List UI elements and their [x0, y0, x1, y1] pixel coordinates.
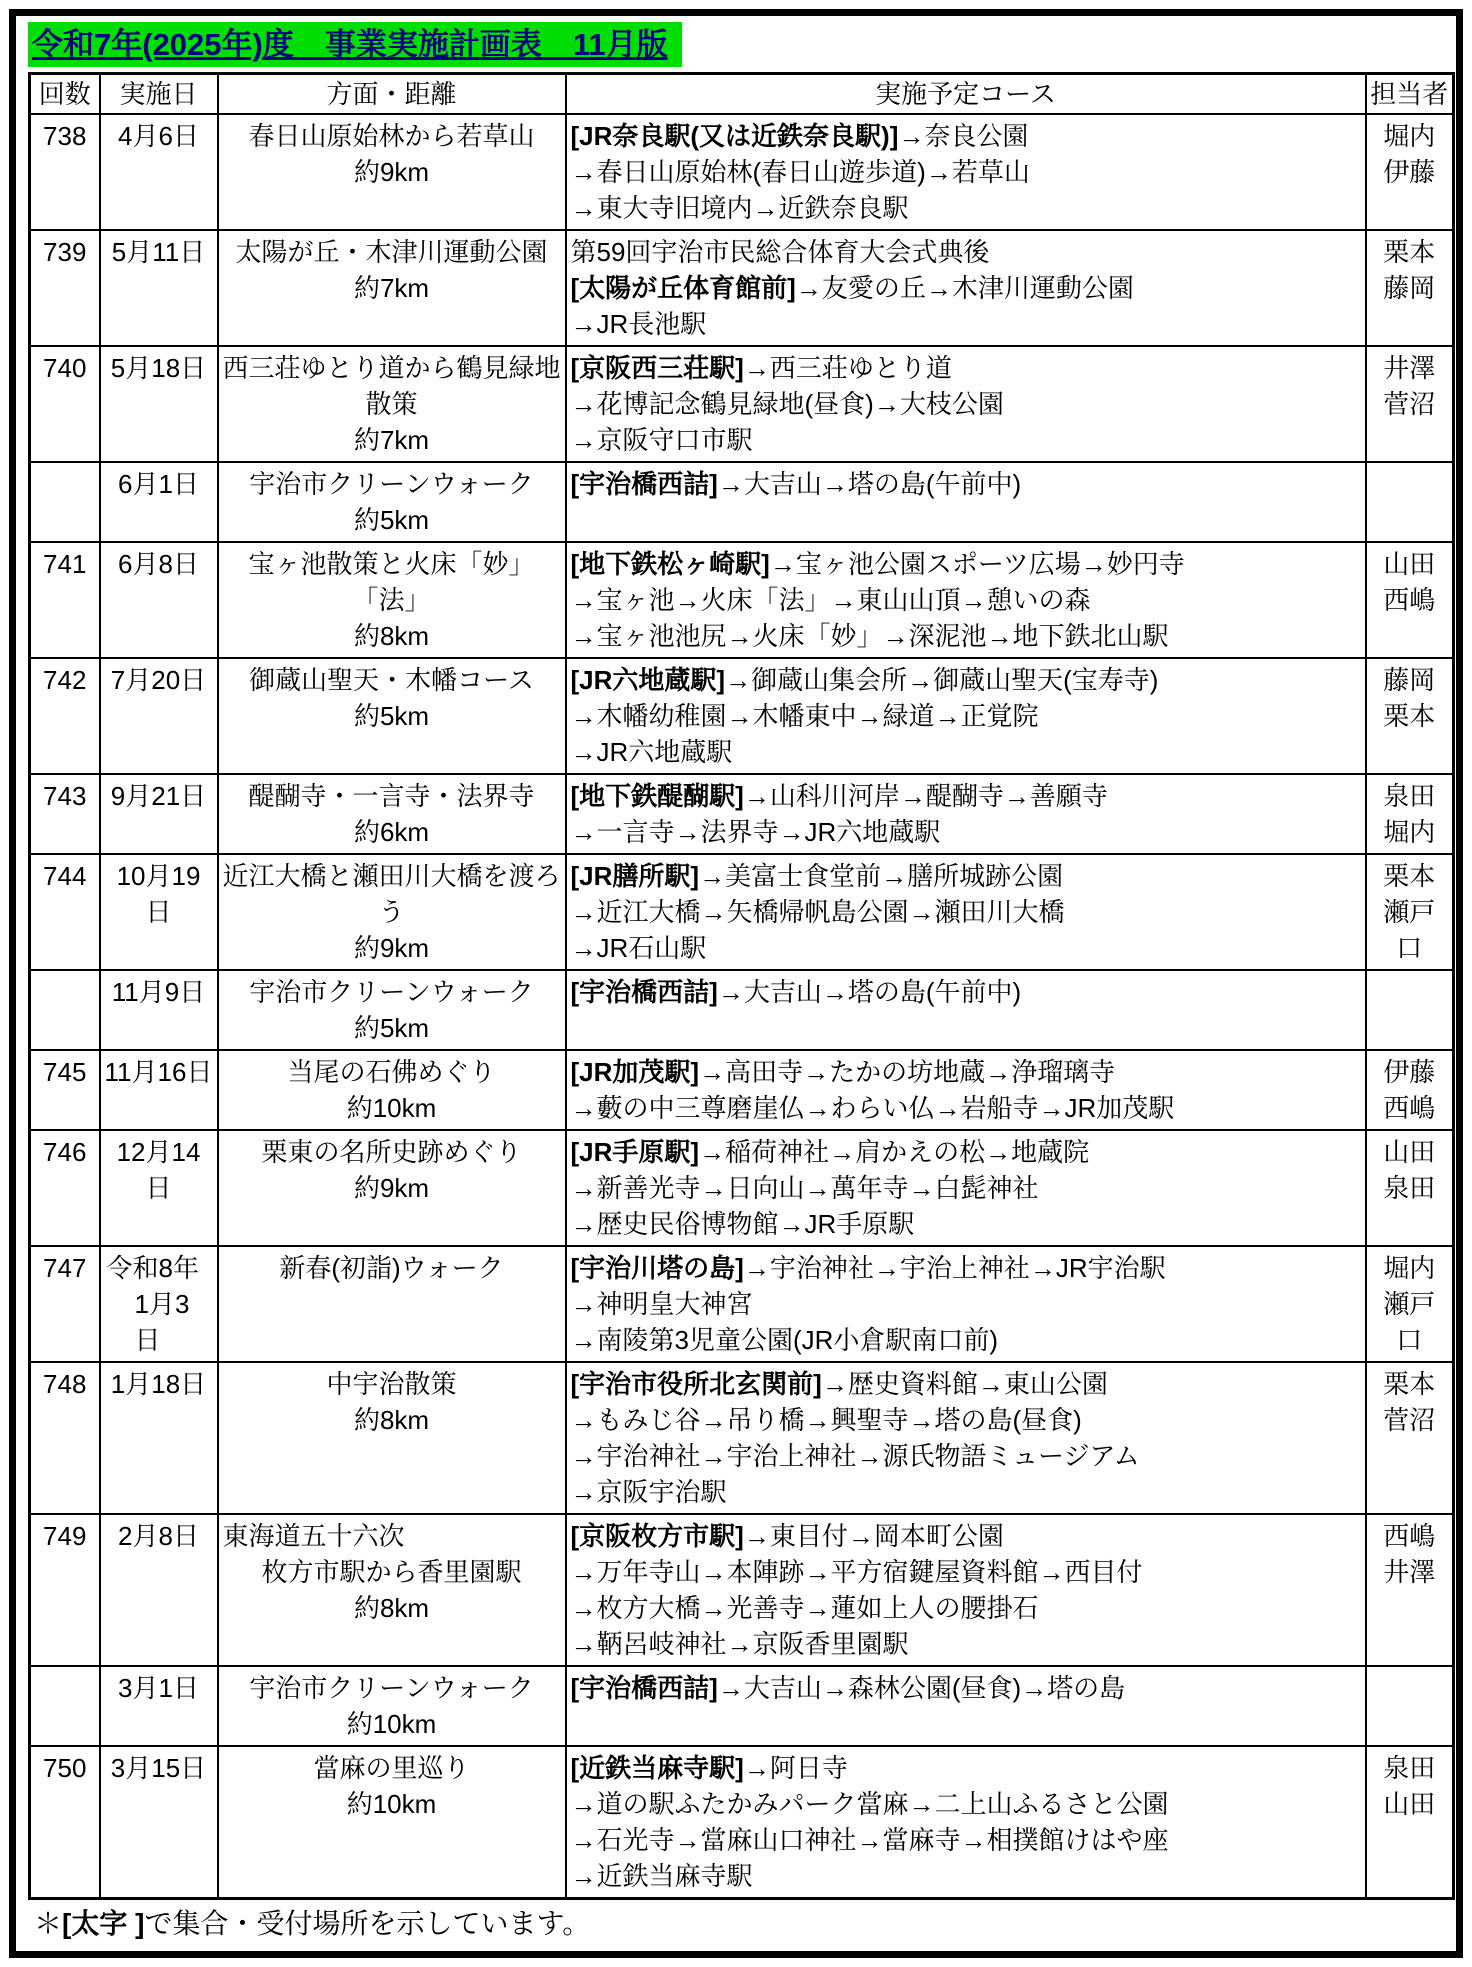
area-cell: [218, 1666, 566, 1746]
area-cell: [218, 346, 566, 462]
course-line: [571, 350, 1361, 386]
course-segment: →道の駅ふたかみパーク當麻→二上山ふるさと公園: [570, 1789, 1169, 1819]
col-header-date: 実施日: [100, 74, 218, 115]
round-cell: 740: [30, 346, 100, 462]
course-cell: [566, 1746, 1366, 1899]
course-segment: →山科川河岸→醍醐寺→善願寺: [743, 781, 1108, 811]
date-cell: [100, 1666, 218, 1746]
area-line: 約10km: [346, 1093, 437, 1123]
staff-name: 瀬戸口: [1383, 1289, 1436, 1355]
staff-cell: [1366, 970, 1454, 1050]
table-row: [30, 114, 1454, 230]
course-cell: [566, 854, 1366, 970]
staff-name: 栗本: [1383, 701, 1436, 731]
area-cell: [218, 542, 566, 658]
course-cell: [566, 658, 1366, 774]
date-cell: [100, 462, 218, 542]
course-cell: [566, 1130, 1366, 1246]
course-cell: [566, 774, 1366, 854]
course-line: [571, 894, 1361, 930]
course-line: [571, 1170, 1361, 1206]
staff-cell: [1366, 462, 1454, 542]
course-line: [571, 1286, 1361, 1322]
meeting-point: [宇治橋西詰]: [570, 1673, 718, 1703]
table-row: [30, 542, 1454, 658]
round-cell: 749: [30, 1514, 100, 1666]
round-cell: [30, 462, 100, 542]
date-line: 3月1日: [118, 1673, 199, 1703]
course-segment: →万年寺山→本陣跡→平方宿鍵屋資料館→西目付: [570, 1557, 1143, 1587]
course-cell: [566, 230, 1366, 346]
area-line: 栗東の名所史跡めぐり: [261, 1137, 522, 1167]
course-segment: →御蔵山集会所→御蔵山聖天(宝寿寺): [725, 665, 1159, 695]
area-cell: [218, 970, 566, 1050]
area-line: 約7km: [353, 273, 430, 303]
date-line: 6月1日: [118, 469, 199, 499]
course-segment: →宝ヶ池公園スポーツ広場→妙円寺: [769, 549, 1185, 579]
staff-cell: [1366, 1130, 1454, 1246]
area-line: 中宇治散策: [326, 1369, 457, 1399]
course-cell: [566, 1362, 1366, 1514]
course-line: [571, 1858, 1361, 1894]
staff-name: 瀬戸口: [1383, 897, 1436, 963]
date-line: 9月21日: [110, 781, 207, 811]
schedule-table-body: [30, 114, 1454, 1899]
area-line: 約8km: [353, 1405, 430, 1435]
round-cell: 738: [30, 114, 100, 230]
round-cell: 745: [30, 1050, 100, 1130]
course-line: [571, 1786, 1361, 1822]
course-line: [571, 1206, 1361, 1242]
page-title: 令和7年(2025年)度 事業実施計画表 11月版: [28, 22, 682, 67]
course-segment: →JR石山駅: [570, 933, 707, 963]
course-segment: →JR六地蔵駅: [570, 737, 733, 767]
course-segment: →稲荷神社→肩かえの松→地蔵院: [699, 1137, 1090, 1167]
staff-cell: [1366, 1362, 1454, 1514]
staff-cell: [1366, 658, 1454, 774]
date-cell: [100, 1362, 218, 1514]
staff-name: 伊藤: [1383, 1057, 1436, 1087]
staff-name: 藤岡: [1383, 273, 1436, 303]
course-line: [571, 734, 1361, 770]
staff-name: 山田: [1383, 1789, 1436, 1819]
course-cell: [566, 542, 1366, 658]
meeting-point: [地下鉄醍醐駅]: [570, 781, 744, 811]
course-line: [571, 582, 1361, 618]
course-line: [571, 1134, 1361, 1170]
staff-cell: [1366, 854, 1454, 970]
staff-cell: [1366, 1246, 1454, 1362]
course-line: [571, 814, 1361, 850]
round-cell: 746: [30, 1130, 100, 1246]
course-segment: →阿日寺: [743, 1753, 848, 1783]
course-line: [571, 118, 1361, 154]
course-cell: [566, 1666, 1366, 1746]
course-cell: [566, 1246, 1366, 1362]
course-segment: →宝ヶ池→火床「法」→東山山頂→憩いの森: [570, 585, 1091, 615]
staff-cell: [1366, 1666, 1454, 1746]
area-cell: [218, 658, 566, 774]
course-segment: →石光寺→當麻山口神社→當麻寺→相撲館けはや座: [570, 1825, 1169, 1855]
date-cell: [100, 1246, 218, 1362]
course-segment: →春日山原始林(春日山遊歩道)→若草山: [570, 157, 1030, 187]
meeting-point: [JR手原駅]: [570, 1137, 700, 1167]
col-header-round: 回数: [30, 74, 100, 115]
area-line: 約10km: [346, 1709, 437, 1739]
meeting-point: [宇治橋西詰]: [570, 469, 718, 499]
meeting-point: [宇治市役所北玄関前]: [570, 1369, 822, 1399]
date-line: 11月9日: [111, 977, 206, 1007]
course-segment: →東大寺旧境内→近鉄奈良駅: [570, 193, 909, 223]
course-line: [571, 190, 1361, 226]
course-segment: →東目付→岡本町公園: [743, 1521, 1004, 1551]
table-row: [30, 774, 1454, 854]
course-line: [571, 1670, 1361, 1706]
course-line: [571, 1474, 1361, 1510]
table-row: [30, 1362, 1454, 1514]
date-line: 6月8日: [118, 549, 199, 579]
area-line: 約5km: [353, 505, 430, 535]
staff-cell: [1366, 346, 1454, 462]
date-cell: [100, 774, 218, 854]
staff-cell: [1366, 542, 1454, 658]
course-line: [571, 1750, 1361, 1786]
course-line: [571, 1438, 1361, 1474]
staff-name: 藤岡: [1383, 665, 1436, 695]
course-line: [571, 1366, 1361, 1402]
table-row: [30, 1514, 1454, 1666]
staff-name: 栗本: [1383, 237, 1436, 267]
area-line: 太陽が丘・木津川運動公園: [235, 237, 548, 267]
round-cell: 744: [30, 854, 100, 970]
staff-name: 菅沼: [1383, 1405, 1436, 1435]
staff-name: 山田: [1383, 549, 1436, 579]
staff-cell: [1366, 230, 1454, 346]
course-line: [571, 1090, 1361, 1126]
course-line: [571, 1554, 1361, 1590]
staff-name: 西嶋: [1383, 1521, 1436, 1551]
staff-name: 井澤: [1383, 1557, 1436, 1587]
round-cell: [30, 1666, 100, 1746]
table-row: [30, 1666, 1454, 1746]
round-cell: [30, 970, 100, 1050]
table-row: [30, 1130, 1454, 1246]
course-segment: →宇治神社→宇治上神社→JR宇治駅: [743, 1253, 1166, 1283]
date-cell: [100, 1514, 218, 1666]
date-line: 3月15日: [110, 1753, 207, 1783]
course-line: [571, 662, 1361, 698]
course-segment: →近江大橋→矢橋帰帆島公園→瀬田川大橋: [570, 897, 1065, 927]
course-segment: →大吉山→塔の島(午前中): [717, 469, 1022, 499]
meeting-point: [JR奈良駅(又は近鉄奈良駅)]: [570, 121, 899, 151]
area-line: 約6km: [353, 817, 430, 847]
date-cell: [100, 114, 218, 230]
staff-name: 栗本: [1383, 1369, 1436, 1399]
course-line: [571, 306, 1361, 342]
date-cell: [100, 1130, 218, 1246]
area-cell: [218, 774, 566, 854]
course-line: [571, 1054, 1361, 1090]
staff-cell: [1366, 1050, 1454, 1130]
course-segment: →鞆呂岐神社→京阪香里園駅: [570, 1629, 909, 1659]
footnote-prefix: ＊: [34, 1908, 63, 1939]
col-header-area: 方面・距離: [218, 74, 566, 115]
course-segment: →藪の中三尊磨崖仏→わらい仏→岩船寺→JR加茂駅: [570, 1093, 1175, 1123]
course-segment: →花博記念鶴見緑地(昼食)→大枝公園: [570, 389, 1004, 419]
date-cell: [100, 970, 218, 1050]
table-row: [30, 1246, 1454, 1362]
area-line: 春日山原始林から若草山: [248, 121, 535, 151]
course-cell: [566, 346, 1366, 462]
round-cell: 739: [30, 230, 100, 346]
course-segment: →京阪宇治駅: [570, 1477, 727, 1507]
date-line: 2月8日: [118, 1521, 199, 1551]
meeting-point: [京阪枚方市駅]: [570, 1521, 744, 1551]
area-line: 御蔵山聖天・木幡コース: [249, 665, 534, 695]
footnote: [34, 1904, 1444, 1944]
date-line: 4月6日: [118, 121, 199, 151]
staff-name: 菅沼: [1383, 389, 1436, 419]
table-row: [30, 230, 1454, 346]
course-segment: →枚方大橋→光善寺→蓮如上人の腰掛石: [570, 1593, 1039, 1623]
area-line: 宇治市クリーンウォーク: [249, 977, 534, 1007]
course-line: [571, 858, 1361, 894]
course-segment: →JR長池駅: [570, 309, 707, 339]
course-segment: →歴史資料館→東山公園: [821, 1369, 1108, 1399]
course-line: [571, 1322, 1361, 1358]
date-cell: [100, 230, 218, 346]
area-cell: [218, 1746, 566, 1899]
area-line: 近江大橋と瀬田川大橋を渡ろう: [222, 861, 561, 927]
area-cell: [218, 1514, 566, 1666]
staff-name: 堀内: [1383, 817, 1436, 847]
course-segment: →京阪守口市駅: [570, 425, 753, 455]
round-cell: 747: [30, 1246, 100, 1362]
course-cell: [566, 970, 1366, 1050]
area-cell: [218, 462, 566, 542]
course-cell: [566, 1514, 1366, 1666]
area-line: 当尾の石佛めぐり: [287, 1057, 496, 1087]
area-cell: [218, 1130, 566, 1246]
area-line: 約9km: [353, 933, 430, 963]
area-line: 當麻の里巡り: [313, 1753, 470, 1783]
area-cell: [218, 114, 566, 230]
date-line: 1月3日: [134, 1289, 190, 1355]
date-cell: [100, 854, 218, 970]
area-line: 西三荘ゆとり道から鶴見緑地散策: [222, 353, 561, 419]
date-cell: [100, 346, 218, 462]
course-segment: →大吉山→森林公園(昼食)→塔の島: [717, 1673, 1126, 1703]
area-line: 約7km: [353, 425, 430, 455]
course-segment: →宝ヶ池池尻→火床「妙」→深泥池→地下鉄北山駅: [570, 621, 1169, 651]
course-line: [571, 1250, 1361, 1286]
course-segment: →奈良公園: [898, 121, 1029, 151]
area-line: 約8km: [353, 1593, 430, 1623]
area-line: 宇治市クリーンウォーク: [249, 1673, 534, 1703]
area-line: 約9km: [353, 1173, 430, 1203]
staff-name: 西嶋: [1383, 1093, 1436, 1123]
course-line: [571, 546, 1361, 582]
footnote-suffix: で集合・受付場所を示しています。: [144, 1908, 591, 1939]
area-cell: [218, 1050, 566, 1130]
footnote-bold: [太字 ]: [62, 1908, 145, 1939]
staff-cell: [1366, 774, 1454, 854]
header-row: [30, 74, 1454, 115]
meeting-point: [太陽が丘体育館前]: [570, 273, 796, 303]
table-row: [30, 970, 1454, 1050]
round-cell: 743: [30, 774, 100, 854]
area-line: 枚方市駅から香里園駅: [261, 1557, 522, 1587]
course-segment: →近鉄当麻寺駅: [570, 1861, 753, 1891]
staff-cell: [1366, 114, 1454, 230]
meeting-point: [京阪西三荘駅]: [570, 353, 744, 383]
staff-name: 堀内: [1383, 121, 1436, 151]
course-segment: →高田寺→たかの坊地蔵→浄瑠璃寺: [699, 1057, 1116, 1087]
course-segment: →神明皇大神宮: [570, 1289, 753, 1319]
date-cell: [100, 1746, 218, 1899]
table-row: [30, 658, 1454, 774]
course-segment: →南陵第3児童公園(JR小倉駅南口前): [570, 1325, 999, 1355]
meeting-point: [近鉄当麻寺駅]: [570, 1753, 744, 1783]
area-cell: [218, 1246, 566, 1362]
course-segment: →大吉山→塔の島(午前中): [717, 977, 1022, 1007]
date-line: 令和8年: [106, 1253, 199, 1283]
course-line: [571, 234, 1361, 270]
round-cell: 741: [30, 542, 100, 658]
staff-cell: [1366, 1514, 1454, 1666]
course-line: [571, 270, 1361, 306]
date-line: 12月14日: [116, 1137, 201, 1203]
staff-name: 山田: [1383, 1137, 1436, 1167]
round-cell: 748: [30, 1362, 100, 1514]
staff-name: 西嶋: [1383, 585, 1436, 615]
area-line: 東海道五十六次: [222, 1521, 405, 1551]
course-line: [571, 1402, 1361, 1438]
area-line: 新春(初詣)ウォーク: [279, 1253, 504, 1283]
course-line: [571, 422, 1361, 458]
course-segment: →もみじ谷→吊り橋→興聖寺→塔の島(昼食): [570, 1405, 1082, 1435]
table-row: [30, 462, 1454, 542]
round-cell: 750: [30, 1746, 100, 1899]
course-cell: [566, 114, 1366, 230]
meeting-point: [JR加茂駅]: [570, 1057, 700, 1087]
table-row: [30, 854, 1454, 970]
course-line: [571, 466, 1361, 502]
date-line: 7月20日: [110, 665, 207, 695]
staff-name: 伊藤: [1383, 157, 1436, 187]
meeting-point: [地下鉄松ヶ崎駅]: [570, 549, 770, 579]
course-line: [571, 1626, 1361, 1662]
area-line: 約5km: [353, 1013, 430, 1043]
table-row: [30, 346, 1454, 462]
course-segment: 第59回宇治市民総合体育大会式典後: [570, 237, 990, 267]
course-line: [571, 1590, 1361, 1626]
course-line: [571, 154, 1361, 190]
meeting-point: [宇治橋西詰]: [570, 977, 718, 1007]
staff-name: 泉田: [1383, 1753, 1436, 1783]
col-header-course: 実施予定コース: [566, 74, 1366, 115]
area-line: 約10km: [346, 1789, 437, 1819]
meeting-point: [宇治川塔の島]: [570, 1253, 744, 1283]
course-line: [571, 974, 1361, 1010]
course-segment: →一言寺→法界寺→JR六地蔵駅: [570, 817, 941, 847]
date-line: 5月18日: [110, 353, 207, 383]
course-segment: →友愛の丘→木津川運動公園: [795, 273, 1134, 303]
course-line: [571, 698, 1361, 734]
meeting-point: [JR膳所駅]: [570, 861, 700, 891]
course-segment: →新善光寺→日向山→萬年寺→白髭神社: [570, 1173, 1039, 1203]
area-cell: [218, 230, 566, 346]
date-line: 10月19日: [116, 861, 201, 927]
course-segment: →美富士食堂前→膳所城跡公園: [699, 861, 1064, 891]
course-segment: →歴史民俗博物館→JR手原駅: [570, 1209, 915, 1239]
course-cell: [566, 1050, 1366, 1130]
staff-cell: [1366, 1746, 1454, 1899]
area-cell: [218, 1362, 566, 1514]
schedule-table: [28, 72, 1455, 1900]
area-line: 約8km: [353, 621, 430, 651]
course-line: [571, 1822, 1361, 1858]
course-line: [571, 386, 1361, 422]
area-line: 宝ヶ池散策と火床「妙」「法」: [248, 549, 535, 615]
date-line: 1月18日: [110, 1369, 207, 1399]
area-line: 約9km: [353, 157, 430, 187]
date-cell: [100, 1050, 218, 1130]
outer-frame: [9, 9, 1463, 1958]
meeting-point: [JR六地蔵駅]: [570, 665, 726, 695]
col-header-staff: 担当者: [1366, 74, 1454, 115]
course-line: [571, 930, 1361, 966]
staff-name: 栗本: [1383, 861, 1436, 891]
date-cell: [100, 658, 218, 774]
date-line: 11月16日: [104, 1057, 213, 1087]
staff-name: 泉田: [1383, 781, 1436, 811]
course-line: [571, 778, 1361, 814]
course-cell: [566, 462, 1366, 542]
area-line: 醍醐寺・一言寺・法界寺: [248, 781, 535, 811]
date-cell: [100, 542, 218, 658]
course-segment: →宇治神社→宇治上神社→源氏物語ミュージアム: [570, 1441, 1140, 1471]
area-cell: [218, 854, 566, 970]
course-line: [571, 1518, 1361, 1554]
date-line: 5月11日: [111, 237, 206, 267]
round-cell: 742: [30, 658, 100, 774]
area-line: 約5km: [353, 701, 430, 731]
staff-name: 堀内: [1383, 1253, 1436, 1283]
table-row: [30, 1050, 1454, 1130]
staff-name: 泉田: [1383, 1173, 1436, 1203]
area-line: 宇治市クリーンウォーク: [249, 469, 534, 499]
staff-name: 井澤: [1383, 353, 1436, 383]
course-segment: →西三荘ゆとり道: [743, 353, 952, 383]
course-line: [571, 618, 1361, 654]
course-segment: →木幡幼稚園→木幡東中→緑道→正覚院: [570, 701, 1039, 731]
table-row: [30, 1746, 1454, 1899]
